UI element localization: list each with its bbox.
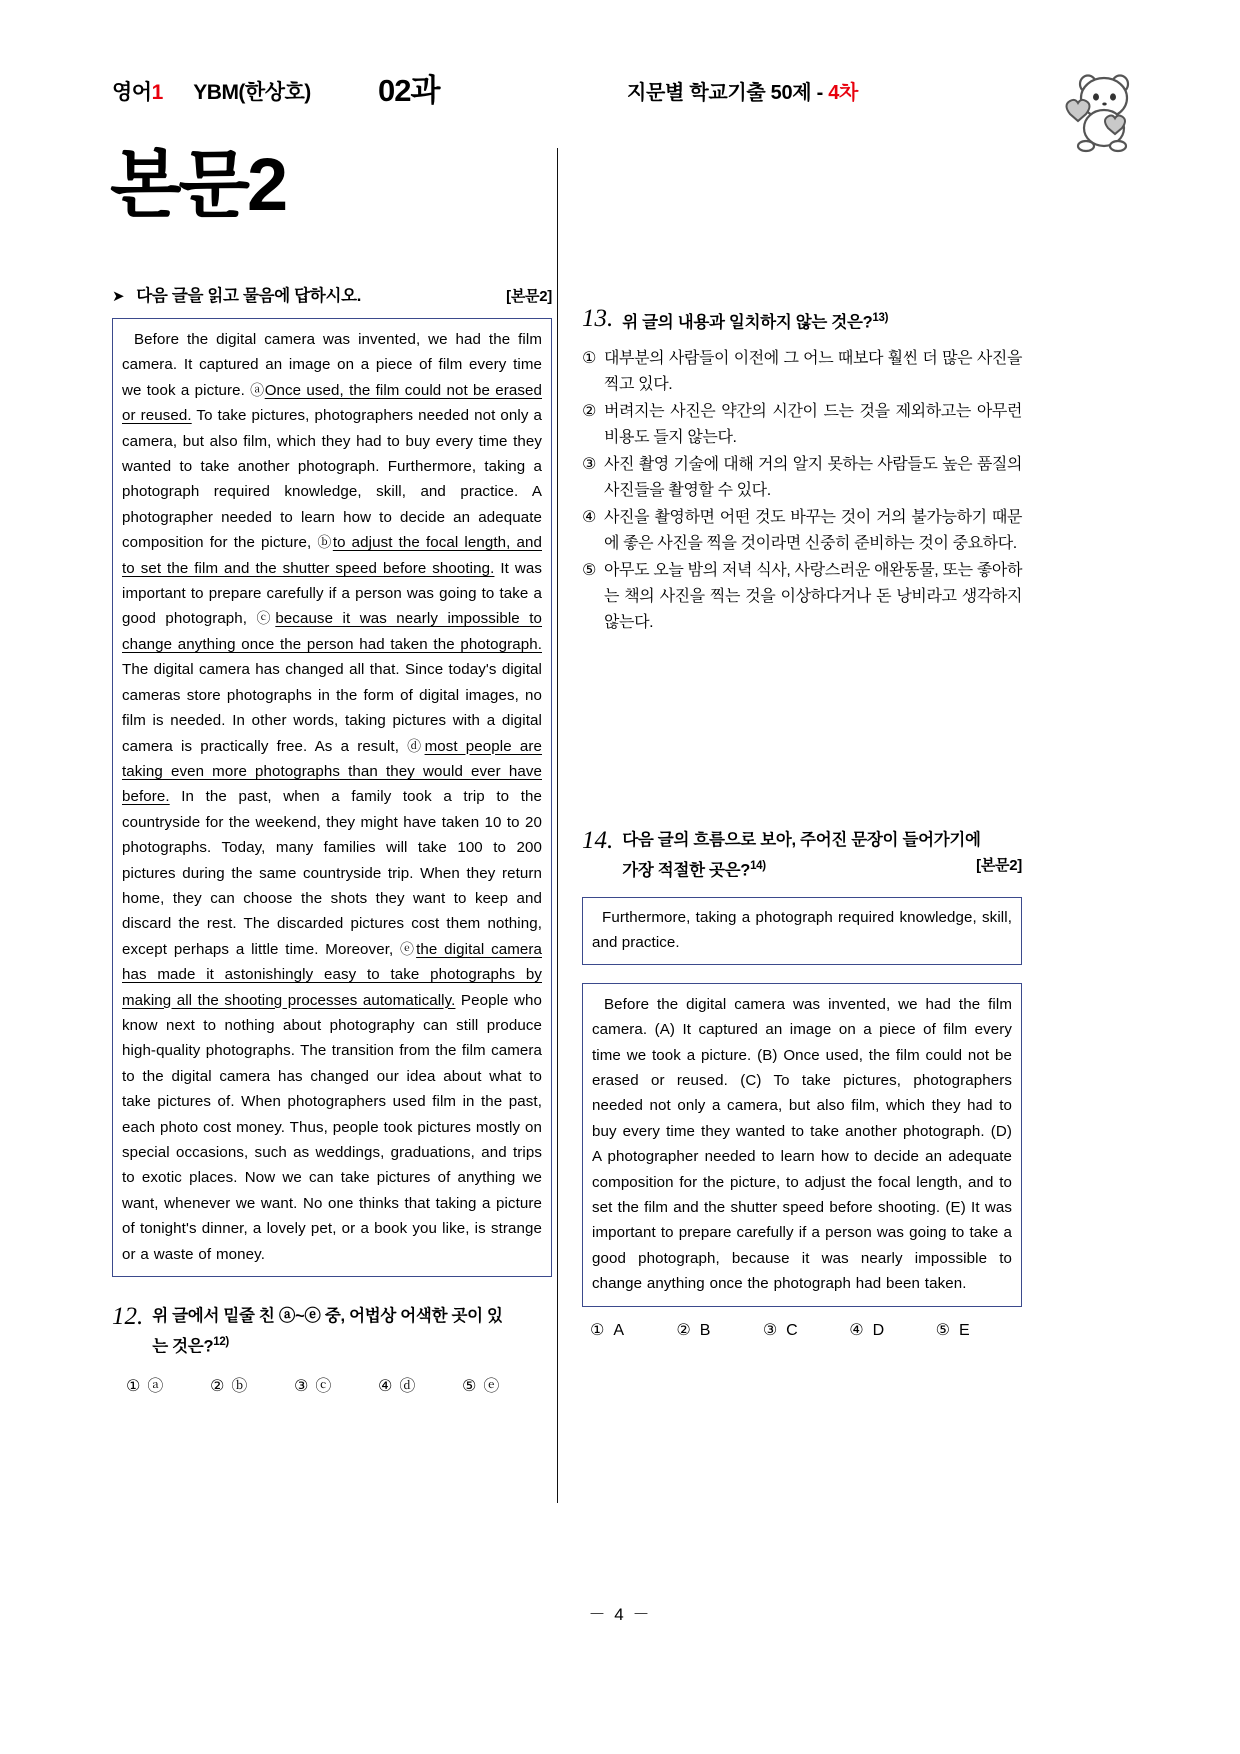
choice-number: ③ — [582, 455, 596, 473]
choice-number: ⑤ — [582, 561, 596, 579]
question-12-title-line2-text: 는 것은? — [152, 1337, 214, 1356]
question-13 — [582, 305, 1022, 636]
choice-label: 사진을 촬영하면 어떤 것도 바꾸는 것이 거의 불가능하기 때문에 좋은 사진을 찍을 것이라면 신중히 준비하는 것이 중요하다. — [604, 508, 1022, 552]
passage-marker: ⓑ — [317, 534, 333, 551]
question-12-choice-2[interactable] — [210, 1373, 294, 1396]
choice-label: D — [872, 1321, 885, 1339]
choice-label: ⓔ — [483, 1377, 500, 1395]
question-12-choices — [112, 1373, 552, 1396]
question-14-head — [582, 827, 1022, 884]
question-13-choice-1[interactable] — [582, 346, 1022, 398]
question-13-choice-4[interactable] — [582, 505, 1022, 557]
question-14-tag: [본문2] — [976, 856, 1022, 874]
choice-number: ① — [582, 349, 596, 367]
header-left-group — [112, 76, 311, 106]
question-12-choice-3[interactable] — [294, 1373, 378, 1396]
question-14-given-sentence: Furthermore, taking a photograph required knowledge, skill, and practice. — [592, 909, 1012, 952]
header-series-round: 4차 — [828, 82, 859, 104]
passage-plain-segment: In the past, when a family took a trip to the countryside for the weekend, they might have taken 10 to 20 photographs. Today, many families will take 100 to 200 pictures during the same countryside trip. When they return home, they can choose the shots they want to keep and discard the rest. The discarded pictures cost them nothing, except perhaps a little time. Moreover, — [122, 788, 542, 958]
question-14-passage-box — [582, 983, 1022, 1307]
passage-plain-segment: To take pictures, photographers needed not only a camera, but also film, which they had to buy every time they wanted to take another photograph. Furthermore, taking a photograph required knowledge, skill, and practice. A photographer needed to learn how to decide an adequate composition for the picture, — [122, 407, 542, 552]
question-12-choice-5[interactable] — [462, 1373, 546, 1396]
choice-number: ② — [676, 1321, 691, 1339]
passage-underlined-segment: because it was nearly impossible to change anything once the person had taken the photograph. — [122, 610, 542, 653]
choice-number: ④ — [849, 1321, 864, 1339]
question-12-choice-4[interactable] — [378, 1373, 462, 1396]
question-13-footnote: 13) — [872, 312, 889, 324]
choice-number: ④ — [378, 1377, 393, 1395]
choice-number: ② — [582, 402, 596, 420]
question-12-number: 12. — [112, 1303, 144, 1331]
question-13-choice-2[interactable] — [582, 399, 1022, 451]
choice-label: ⓓ — [399, 1377, 416, 1395]
question-14-choices — [582, 1320, 1022, 1340]
choice-label: A — [613, 1321, 625, 1339]
question-12-title-line1: 위 글에서 밑줄 친 ⓐ~ⓔ 중, 어법상 어색한 곳이 있 — [152, 1307, 503, 1326]
main-passage-box — [112, 318, 552, 1277]
passage-marker: ⓐ — [250, 381, 265, 398]
question-14-title-line1: 다음 글의 흐름으로 보아, 주어진 문장이 들어가기에 — [622, 830, 981, 849]
question-14-choice-3[interactable] — [763, 1320, 849, 1340]
question-12-choice-1[interactable] — [126, 1373, 210, 1396]
question-13-choices — [582, 346, 1022, 636]
choice-label: 대부분의 사람들이 이전에 그 어느 때보다 훨씬 더 많은 사진을 찍고 있다. — [604, 349, 1022, 393]
choice-label: E — [958, 1321, 970, 1339]
bear-with-hearts-icon — [1046, 58, 1154, 154]
choice-number: ① — [126, 1377, 141, 1395]
left-column — [112, 282, 552, 1396]
header-publisher: YBM(한상호) — [193, 81, 311, 104]
question-12-footnote: 12) — [213, 1336, 229, 1349]
passage-underlined-segment: to adjust the focal length, and to set the film and the shutter speed before shooting. — [122, 534, 542, 577]
passage-plain-segment: The digital camera has changed all that. Since today's digital cameras store photographs in the form of digital images, no film is needed. In other words, taking pictures with a digital camera is practically free. As a result, — [122, 661, 542, 755]
passage-underlined-segment: Once used, the film could not be erased or reused. — [122, 381, 542, 425]
question-13-number: 13. — [582, 305, 614, 332]
question-14-footnote: 14) — [750, 859, 766, 872]
passage-plain-segment: Before the digital camera was invented, we had the film camera. It captured an image on a piece of film every time we took a picture. — [122, 331, 542, 399]
question-14-number: 14. — [582, 826, 614, 854]
passage-marker: ⓔ — [400, 940, 417, 957]
question-14-spacer — [582, 637, 1022, 827]
question-14-choice-2[interactable] — [676, 1320, 762, 1340]
question-14-title — [622, 827, 1022, 884]
question-14-passage-text: Before the digital camera was invented, we had the film camera. (A) It captured an image on a piece of film every time we took a picture. (B) Once used, the film could not be erased or reused. (C) To take pictures, photographers needed not only a camera, but also film, which they had to buy every time they wanted to take another photograph. (D) A photographer needed to learn how to decide an adequate composition for the picture, to adjust the focal length, and to set the film and the shutter speed before shooting. (E) It was important to prepare carefully if a person was going to take a good photograph, because it was nearly impossible to change anything once the photograph had been taken. — [592, 995, 1012, 1293]
choice-label: 버려지는 사진은 약간의 시간이 드는 것을 제외하고는 아무런 비용도 들지 않는다. — [604, 402, 1022, 446]
directive-text: 다음 글을 읽고 물음에 답하시오. — [136, 287, 362, 305]
choice-label: ⓑ — [231, 1377, 248, 1395]
question-14-given-sentence-box — [582, 897, 1022, 965]
question-13-choice-3[interactable] — [582, 452, 1022, 504]
header-lesson: 02과 — [378, 73, 440, 108]
passage-marker: ⓓ — [407, 737, 425, 754]
choice-number: ⑤ — [935, 1321, 950, 1339]
passage-underlined-segment: the digital camera has made it astonishingly easy to take photographs by making all the shooting processes automatically. — [122, 940, 542, 1009]
passage-directive — [112, 282, 552, 306]
question-13-title — [622, 305, 1022, 336]
question-14 — [582, 827, 1022, 1340]
right-column — [582, 305, 1022, 1340]
passage-marker: ⓒ — [256, 610, 276, 627]
header-subject: 영어 — [112, 81, 152, 104]
choice-number: ③ — [294, 1377, 309, 1395]
question-14-title-line2 — [622, 853, 1022, 884]
question-14-title-line2-text: 가장 적절한 곳은? — [622, 861, 751, 879]
question-12-title-line2 — [152, 1329, 552, 1360]
choice-label: C — [786, 1321, 798, 1339]
header-subject-number: 1 — [151, 81, 164, 104]
page-title: 본문2 — [110, 143, 286, 226]
question-12-head — [112, 1303, 552, 1360]
choice-label: 아무도 오늘 밤의 저녁 식사, 사랑스러운 애완동물, 또는 좋아하는 책의 사진을 찍는 것을 이상하다거나 돈 낭비라고 생각하지 않는다. — [604, 561, 1022, 631]
question-13-title-text: 위 글의 내용과 일치하지 않는 것은? — [622, 313, 873, 332]
choice-number: ② — [210, 1377, 225, 1395]
page-header — [0, 62, 1240, 132]
passage-plain-segment: It was important to prepare carefully if a person was going to take a good photograph, — [122, 559, 543, 628]
question-13-head — [582, 305, 1022, 336]
question-14-choice-4[interactable] — [849, 1320, 935, 1340]
choice-number: ⑤ — [462, 1377, 477, 1395]
question-12 — [112, 1303, 552, 1396]
choice-number: ③ — [762, 1321, 778, 1339]
question-12-title — [152, 1303, 552, 1360]
page-footer: － 4 － — [588, 1605, 652, 1624]
question-14-choice-5[interactable] — [936, 1320, 1022, 1340]
main-passage-text — [122, 327, 542, 1267]
choice-label: ⓐ — [147, 1377, 164, 1395]
directive-tag: [본문2] — [506, 288, 552, 305]
passage-underlined-segment: most people are taking even more photographs than they would ever have before. — [122, 737, 542, 806]
header-series-prefix: 지문별 학교기출 50제 - — [627, 82, 829, 104]
choice-label: 사진 촬영 기술에 대해 거의 알지 못하는 사람들도 높은 품질의 사진들을 촬영할 수 있다. — [604, 455, 1022, 499]
choice-label: ⓒ — [315, 1377, 332, 1395]
choice-number: ① — [590, 1321, 605, 1339]
passage-plain-segment: People who know next to nothing about photography can still produce high-quality photographs. The transition from the film camera to the digital camera has changed our idea about what to take pictures of. When photographers used film in the past, each photo cost money. Thus, people took pictures mostly on special occasions, such as weddings, graduations, and trips to exotic places. Now we can take pictures of anything we want, whenever we want. No one thinks that taking a picture of tonight's dinner, a lovely pet, or a book you like, is strange or a waste of money. — [122, 991, 542, 1263]
choice-label: B — [699, 1321, 711, 1339]
arrow-right-icon: ➤ — [112, 288, 125, 305]
choice-number: ④ — [582, 508, 596, 526]
column-divider — [557, 148, 558, 1503]
question-13-choice-5[interactable] — [582, 558, 1022, 636]
question-14-choice-1[interactable] — [590, 1320, 676, 1340]
header-series-title — [627, 76, 858, 105]
